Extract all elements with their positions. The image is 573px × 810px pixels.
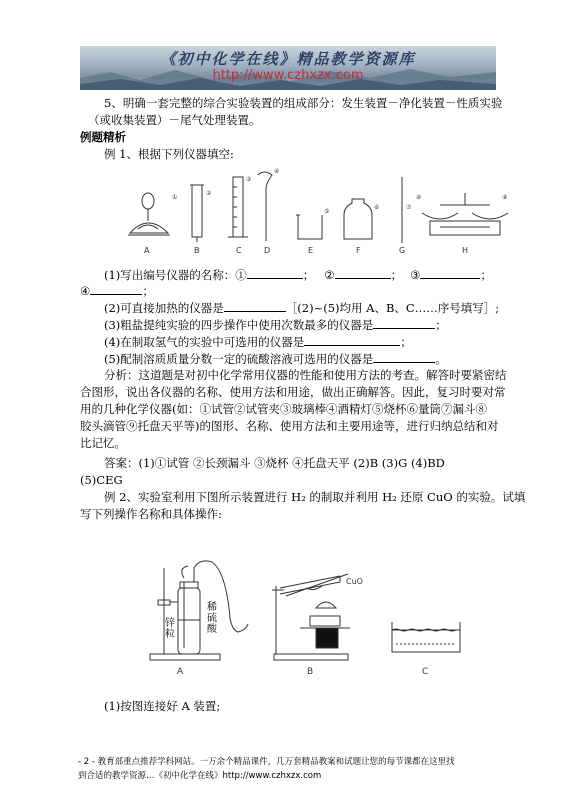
example-1-title: 例 1、根据下列仪器填空:	[104, 147, 234, 161]
footer-line-1: - 2 - 教育部重点推荐学科网站。一万余个精品课件，几万套精品教案和试题让您的每节课都在这里找	[78, 757, 455, 767]
analysis-line-4: 胶头滴管⑨托盘天平等)的图形、名称、使用方法和主要用途等，进行归纳总结和对	[80, 419, 499, 433]
banner-title: 《初中化学在线》精品教学资源库	[160, 50, 416, 68]
apparatus-label-b: B	[307, 667, 314, 677]
callout-5: ⑤	[324, 208, 330, 215]
label-cuo: CuO	[346, 577, 363, 586]
apparatus-c-trough	[392, 622, 460, 652]
answer-line-2: (5)CEG	[80, 473, 123, 487]
callout-8: ⑧	[416, 194, 422, 201]
question-2: (2)可直接加热的仪器是 ［(2)~(5)均用 A、B、C……序号填写］;	[104, 301, 500, 315]
question-1: (1)写出编号仪器的名称：① ； ② ； ③ ；	[104, 268, 492, 282]
instrument-h-balance	[422, 193, 508, 235]
example-2-line1: 例 2、实验室利用下图所示装置进行 H₂ 的制取并利用 H₂ 还原 CuO 的实验。试填	[104, 490, 526, 504]
callout-1: ①	[172, 194, 178, 201]
example-2-line2: 写下列操作名称和具体操作:	[80, 507, 222, 521]
instrument-a-alcohol-lamp	[128, 193, 170, 235]
question-4: (4)在制取氢气的实验中可选用的仪器是 ；	[104, 335, 412, 349]
instrument-label-e: E	[308, 246, 314, 255]
answer-blank-2[interactable]	[335, 266, 391, 279]
apparatus-label-a: A	[177, 667, 184, 677]
question-1-prefix: (1)写出编号仪器的名称：	[104, 268, 236, 282]
section-title: 例题精析	[80, 130, 126, 144]
instrument-label-c: C	[236, 246, 242, 255]
instrument-f-bottle	[344, 199, 372, 239]
answer-blank-3[interactable]	[420, 266, 480, 279]
instrument-label-f: F	[356, 246, 361, 255]
header-banner	[80, 46, 496, 90]
instrument-label-b: B	[194, 246, 200, 255]
footer-line-2: 到合适的教学资源…《初中化学在线》http://www.czhxzx.com	[78, 771, 322, 781]
example-2-question-1: (1)按图连接好 A 装置;	[104, 699, 221, 713]
answer-blank-q4[interactable]	[304, 333, 400, 346]
answer-blank-4[interactable]	[90, 282, 142, 295]
callout-6: ⑥	[374, 204, 380, 211]
instruments-figure	[120, 163, 520, 260]
instrument-label-d: D	[264, 246, 271, 255]
analysis-line-5: 比记忆。	[80, 436, 126, 450]
instrument-label-a: A	[144, 246, 150, 255]
instrument-c-graduated-cylinder	[228, 177, 248, 237]
callout-9: ⑨	[502, 194, 508, 201]
question-5: (5)配制溶质质量分数一定的硫酸溶液可选用的仪器是 。	[104, 352, 447, 366]
analysis-line-2: 合图形，说出各仪器的名称、使用方法和用途，做出正确解答。因此，复习时要对常	[80, 385, 506, 399]
question-1-cont: ④ ；	[80, 284, 154, 298]
apparatus-b-reduction-setup	[272, 574, 350, 660]
analysis-line-1: 分析：这道题是对初中化学常用仪器的性能和使用方法的考查。解答时要紧密结	[104, 368, 507, 382]
instrument-label-g: G	[399, 246, 406, 255]
callout-7: ⑦	[406, 204, 412, 211]
answer-blank-q3[interactable]	[373, 316, 435, 329]
apparatus-figure	[140, 548, 490, 682]
apparatus-label-c: C	[422, 667, 429, 677]
banner-url[interactable]: http://www.czhxzx.com	[212, 68, 364, 83]
question-3: (3)粗盐提纯实验的四步操作中使用次数最多的仪器是 ；	[104, 318, 447, 332]
paragraph-5-line1: 5、明确一套完整的综合实验装置的组成部分：发生装置－净化装置－性质实验	[104, 96, 503, 110]
paragraph-5-line2: （或收集装置）－尾气处理装置。	[88, 113, 261, 127]
answer-blank-1[interactable]	[247, 266, 303, 279]
instrument-label-h: H	[462, 246, 469, 255]
callout-3: ③	[246, 176, 252, 183]
answer-line-1: 答案：(1)①试管 ②长颈漏斗 ③烧杯 ④托盘天平 (2)B (3)G (4)BD	[104, 456, 445, 470]
callout-2: ②	[206, 190, 212, 197]
answer-blank-q5[interactable]	[373, 350, 435, 363]
callout-4: ④	[274, 168, 280, 175]
answer-blank-q2[interactable]	[224, 299, 286, 312]
apparatus-a-hydrogen-generator	[150, 561, 248, 660]
instrument-d-funnel	[258, 172, 272, 241]
instrument-b-long-neck-funnel	[190, 185, 204, 242]
label-zinc: 锌粒	[165, 618, 175, 640]
label-dilute-sulfuric-acid: 稀硫酸	[207, 602, 217, 635]
instrument-e-beaker	[296, 215, 322, 239]
analysis-line-3: 用的几种化学仪器(如：①试管②试管夹③玻璃棒④酒精灯⑤烧杯⑥量筒⑦漏斗⑧	[80, 402, 487, 416]
